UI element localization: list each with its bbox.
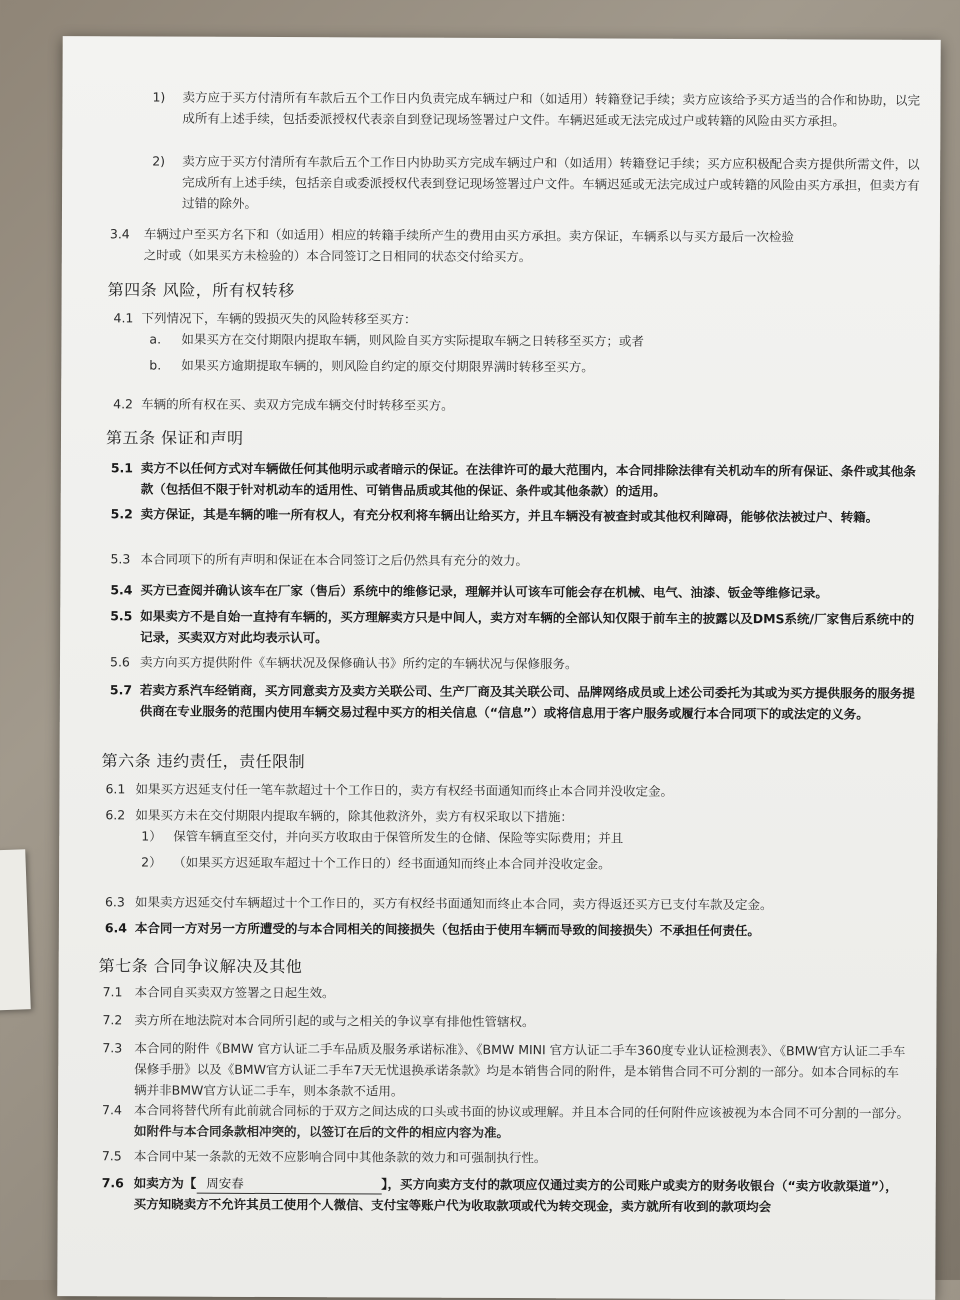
item-number: b. bbox=[149, 357, 162, 373]
item-text: 买方已查阅并确认该车在厂家（售后）系统中的维修记录，理解并认可该车可能会存在机械、电气、油漆、钣金等维修记录。 bbox=[140, 582, 828, 601]
item-number: 5.4 bbox=[110, 582, 133, 598]
item-text: 如果买方迟延支付任一笔车款超过十个工作日的，卖方有权经书面通知而终止本合同并没收定金。 bbox=[135, 781, 674, 799]
item-text: 本合同一方对另一方所遭受的与本合同相关的间接损失（包括由于使用车辆而导致的间接损失）不承担任何责任。 bbox=[134, 920, 760, 939]
contract-page bbox=[57, 36, 940, 1300]
clause-6-heading: 第六条 违约责任，责任限制 bbox=[101, 751, 306, 772]
clause-6-2-sub-1 bbox=[141, 825, 903, 849]
item-text: 卖方保证，其是车辆的唯一所有权人，有充分权利将车辆出让给买方，并且车辆没有被查封或其他权利障碍，能够依法被过户、转籍。 bbox=[140, 506, 879, 525]
item-number: a. bbox=[149, 331, 162, 347]
item-number: 7.3 bbox=[102, 1040, 123, 1056]
clause-4-heading: 第四条 风险，所有权转移 bbox=[107, 280, 295, 301]
item-number: 1) bbox=[152, 89, 166, 105]
item-number: 7.2 bbox=[102, 1012, 123, 1028]
clause-5-2 bbox=[111, 503, 917, 528]
seller-name-field: 周安春 bbox=[196, 1175, 381, 1195]
item-text: 本合同中某一条款的无效不应影响合同中其他条款的效力和可强制执行性。 bbox=[133, 1148, 547, 1166]
item-number: 7.4 bbox=[102, 1102, 122, 1118]
item-number: 5.6 bbox=[109, 654, 130, 670]
item-text: 车辆的所有权在买、卖双方完成车辆交付时转移至买方。 bbox=[141, 396, 454, 413]
item-text: 卖方所在地法院对本合同所引起的或与之相关的争议享有排他性管辖权。 bbox=[134, 1012, 535, 1030]
clause-6-2-sub-2 bbox=[141, 851, 903, 875]
clause-6-1 bbox=[105, 778, 911, 803]
item-number: 7.5 bbox=[101, 1148, 122, 1164]
clause-5-6 bbox=[110, 651, 916, 676]
item-number: 6.1 bbox=[105, 781, 126, 797]
clause-5-4 bbox=[110, 579, 916, 604]
clause-7-4 bbox=[102, 1099, 910, 1145]
item-number: 6.4 bbox=[104, 920, 128, 936]
item-number: 2) bbox=[152, 153, 166, 169]
item-text bbox=[134, 1172, 910, 1217]
background-paper-sheet bbox=[0, 849, 31, 1011]
item-number: 6.2 bbox=[105, 807, 126, 823]
clause-4-1-b bbox=[149, 354, 901, 378]
item-text: 如果买方未在交付期限内提取车辆的，除其他救济外，卖方有权采取以下措施： bbox=[135, 807, 573, 825]
clause-7-1 bbox=[103, 981, 911, 1006]
clause-5-5 bbox=[110, 605, 916, 651]
item-number: 4.2 bbox=[113, 396, 134, 412]
item-text: 如果卖方不是自始一直持有车辆的，买方理解卖方只是中间人，卖方对车辆的全部认知仅限于前车主的披露以及DMS系统/厂家售后系统中的记录，买卖双方对此均表示认可。 bbox=[140, 608, 915, 646]
item-text: 卖方向买方提供附件《车辆状况及保修确认书》所约定的车辆状况与保修服务。 bbox=[139, 654, 578, 672]
clause-4-1-a bbox=[149, 328, 901, 352]
item-text: 下列情况下，车辆的毁损灭失的风险转移至买方： bbox=[141, 310, 417, 327]
item-number: 7.6 bbox=[101, 1175, 124, 1191]
clause-7-heading: 第七条 合同争议解决及其他 bbox=[98, 956, 303, 977]
item-number: 5.5 bbox=[110, 608, 133, 624]
clause-5-7 bbox=[110, 679, 916, 725]
item-number: 6.3 bbox=[104, 894, 125, 910]
item-number: 3.4 bbox=[109, 226, 130, 242]
contract-content bbox=[57, 36, 940, 1300]
item-text-normal: 本合同将替代所有此前就合同标的于双方之间达成的口头或书面的协议或理解。并且本合同的任何附件应该被视为本合同不可分割的一部分。 bbox=[134, 1102, 910, 1121]
item-text: 如果买方在交付期限内提取车辆，则风险自买方实际提取车辆之日转移至买方；或者 bbox=[181, 331, 644, 349]
payment-channel-text: 】，买方向卖方支付的款项应仅通过卖方的公司账户或卖方的财务收银台（“卖方收款渠道”），买方知晓卖方不允许其员工使用个人微信、支付宝等账户代为收取款项或代为转交现金，卖方就所有收到的款项均会 bbox=[133, 1176, 898, 1215]
item-text: 卖方应于买方付清所有车款后五个工作日内负责完成车辆过户和（如适用）转籍登记手续；卖方应该给予买方适当的合作和协助，以完成所有上述手续，包括委派授权代表亲自到登记现场签署过户文件。车辆迟延或无法完成过户或转籍的风险由买方承担。 bbox=[182, 89, 921, 129]
clause-5-heading: 第五条 保证和声明 bbox=[105, 428, 244, 448]
clause-6-4 bbox=[105, 917, 911, 942]
item-text: 本合同的附件《BMW 官方认证二手车品质及服务承诺标准》、《BMW MINI 官方认证二手车360度专业认证检测表》、《BMW官方认证二手车保修手册》以及《BMW官方认证二手车7天无忧退换承诺条款》均是本销售合同的附件，是本销售合同不可分割的一部分。如本合同标的车辆并非BMW官方认证二手车，则本条款不适用。 bbox=[134, 1040, 906, 1099]
item-text: 卖方应于买方付清所有车款后五个工作日内协助买方完成车辆过户和（如适用）转籍登记手续；买方应积极配合卖方提供所需文件，以完成所有上述手续，包括亲自或委派授权代表到登记现场签署过户文件。车辆迟延或无法完成过户或转籍的风险由买方承担，但卖方有过错的除外。 bbox=[181, 153, 920, 211]
clause-5-3 bbox=[110, 548, 916, 573]
item-text-bold: 如附件与本合同条款相冲突的，以签订在后的文件的相应内容为准。 bbox=[133, 1123, 510, 1141]
item-text: 保管车辆直至交付，并向买方收取由于保管所发生的仓储、保险等实际费用；并且 bbox=[173, 828, 624, 846]
item-text: 本合同自买卖双方签署之日起生效。 bbox=[134, 984, 335, 1001]
item-number: 7.1 bbox=[102, 984, 123, 1000]
item-text: （如果买方迟延取车超过十个工作日的）经书面通知而终止本合同并没收定金。 bbox=[173, 854, 611, 872]
item-text: 卖方不以任何方式对车辆做任何其他明示或者暗示的保证。在法律许可的最大范围内，本合同排除法律有关机动车的所有保证、条件或其他条款（包括但不限于针对机动车的适用性、可销售品质或其他的保证、条件或其他条款）的适用。 bbox=[140, 460, 916, 499]
item-number: 5.2 bbox=[110, 506, 133, 522]
item-number: 1） bbox=[141, 828, 162, 844]
clause-4-2 bbox=[113, 393, 901, 417]
item-number: 4.1 bbox=[113, 310, 134, 326]
clause-7-3 bbox=[102, 1037, 910, 1104]
item-number: 2） bbox=[141, 854, 162, 870]
clause-7-5 bbox=[102, 1145, 910, 1170]
clause-3-3-sub-2 bbox=[152, 150, 922, 216]
item-text: 若卖方系汽车经销商，买方同意卖方及卖方关联公司、生产厂商及其关联公司、品牌网络成员或上述公司委托为其或为买方提供服务的服务提供商在专业服务的范围内使用车辆交易过程中买方的相关信息（“信息”）或将信息用于客户服务或履行本合同项下的或法定的义务。 bbox=[139, 682, 915, 722]
item-text: 本合同项下的所有声明和保证在本合同签订之后仍然具有充分的效力。 bbox=[140, 551, 529, 569]
clause-7-6 bbox=[102, 1172, 910, 1218]
clause-6-3 bbox=[105, 891, 911, 916]
item-text: 如果买方逾期提取车辆的，则风险自约定的原交付期限界满时转移至买方。 bbox=[181, 357, 594, 375]
clause-7-2 bbox=[102, 1009, 910, 1034]
item-number: 5.3 bbox=[110, 551, 131, 567]
item-text: 如果卖方迟延交付车辆超过十个工作日的，买方有权经书面通知而终止本合同，卖方得返还买方已支付车款及定金。 bbox=[134, 894, 773, 913]
item-number: 5.7 bbox=[109, 682, 133, 698]
clause-3-4 bbox=[110, 223, 804, 268]
clause-3-3-sub-1 bbox=[152, 86, 922, 131]
clause-5-1 bbox=[111, 457, 917, 503]
item-text bbox=[134, 1099, 910, 1144]
item-text: 车辆过户至买方名下和（如适用）相应的转籍手续所产生的费用由买方承担。卖方保证，车辆系以与买方最后一次检验之时或（如果买方未检验的）本合同签订之日相同的状态交付给买方。 bbox=[143, 226, 794, 265]
seller-prefix: 如卖方为【 bbox=[133, 1175, 197, 1191]
item-number: 5.1 bbox=[110, 460, 134, 476]
